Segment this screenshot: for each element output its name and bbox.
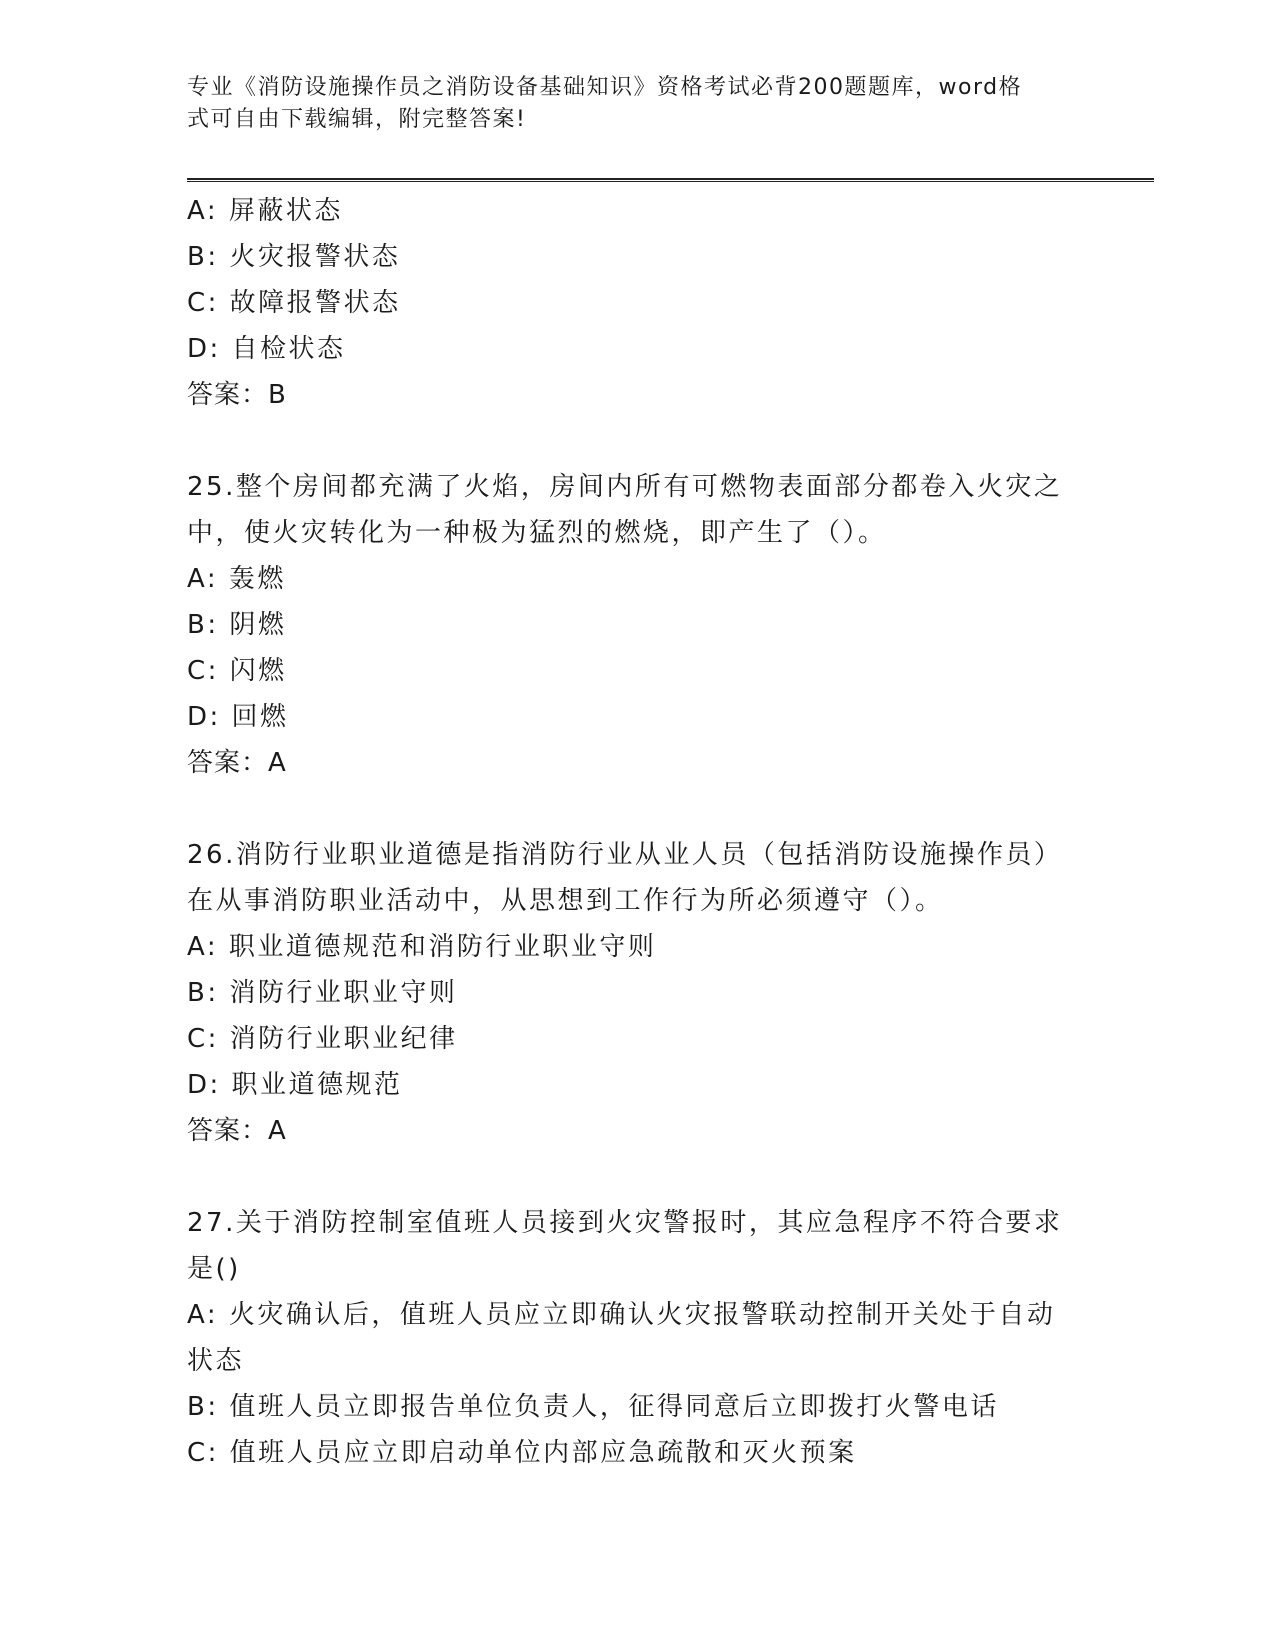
question-text-line-1: 26.消防行业职业道德是指消防行业从业人员（包括消防设施操作员）	[187, 840, 1063, 870]
option-b: B: 消防行业职业守则	[187, 978, 458, 1008]
option-d: D: 自检状态	[187, 334, 346, 364]
question-25	[187, 464, 1087, 786]
option-b: B: 阴燃	[187, 610, 287, 640]
question-text-line-2: 是()	[187, 1254, 241, 1284]
option-a: A: 屏蔽状态	[187, 196, 343, 226]
document-header	[187, 72, 1067, 136]
option-b: B: 值班人员立即报告单位负责人，征得同意后立即拨打火警电话	[187, 1392, 999, 1422]
option-d: D: 回燃	[187, 702, 289, 732]
question-text-line-2: 在从事消防职业活动中，从思想到工作行为所必须遵守（）。	[187, 886, 944, 916]
option-c: C: 闪燃	[187, 656, 287, 686]
option-b: B: 火灾报警状态	[187, 242, 401, 272]
option-c: C: 值班人员应立即启动单位内部应急疏散和灭火预案	[187, 1438, 857, 1468]
answer: 答案：A	[187, 1116, 287, 1146]
option-a: A: 轰燃	[187, 564, 286, 594]
question-text-line-2: 中，使火灾转化为一种极为猛烈的燃烧，即产生了（）。	[187, 518, 887, 548]
header-divider	[187, 178, 1154, 182]
option-c: C: 消防行业职业纪律	[187, 1024, 458, 1054]
answer: 答案：B	[187, 380, 287, 410]
option-a: A: 火灾确认后，值班人员应立即确认火灾报警联动控制开关处于自动	[187, 1300, 1056, 1330]
option-c: C: 故障报警状态	[187, 288, 401, 318]
question-text-line-1: 25.整个房间都充满了火焰，房间内所有可燃物表面部分都卷入火灾之	[187, 472, 1063, 502]
question-26	[187, 832, 1087, 1154]
spacer	[187, 418, 1087, 464]
question-24-tail	[187, 188, 1087, 418]
answer: 答案：A	[187, 748, 287, 778]
option-a: A: 职业道德规范和消防行业职业守则	[187, 932, 657, 962]
question-text-line-1: 27.关于消防控制室值班人员接到火灾警报时，其应急程序不符合要求	[187, 1208, 1063, 1238]
spacer	[187, 1154, 1087, 1200]
option-a-continued: 状态	[187, 1346, 245, 1376]
header-line-2: 式可自由下载编辑，附完整答案!	[187, 107, 527, 132]
question-27	[187, 1200, 1087, 1476]
question-list	[187, 188, 1087, 1476]
spacer	[187, 786, 1087, 832]
option-d: D: 职业道德规范	[187, 1070, 403, 1100]
header-line-1: 专业《消防设施操作员之消防设备基础知识》资格考试必背200题题库，word格	[187, 75, 1023, 100]
